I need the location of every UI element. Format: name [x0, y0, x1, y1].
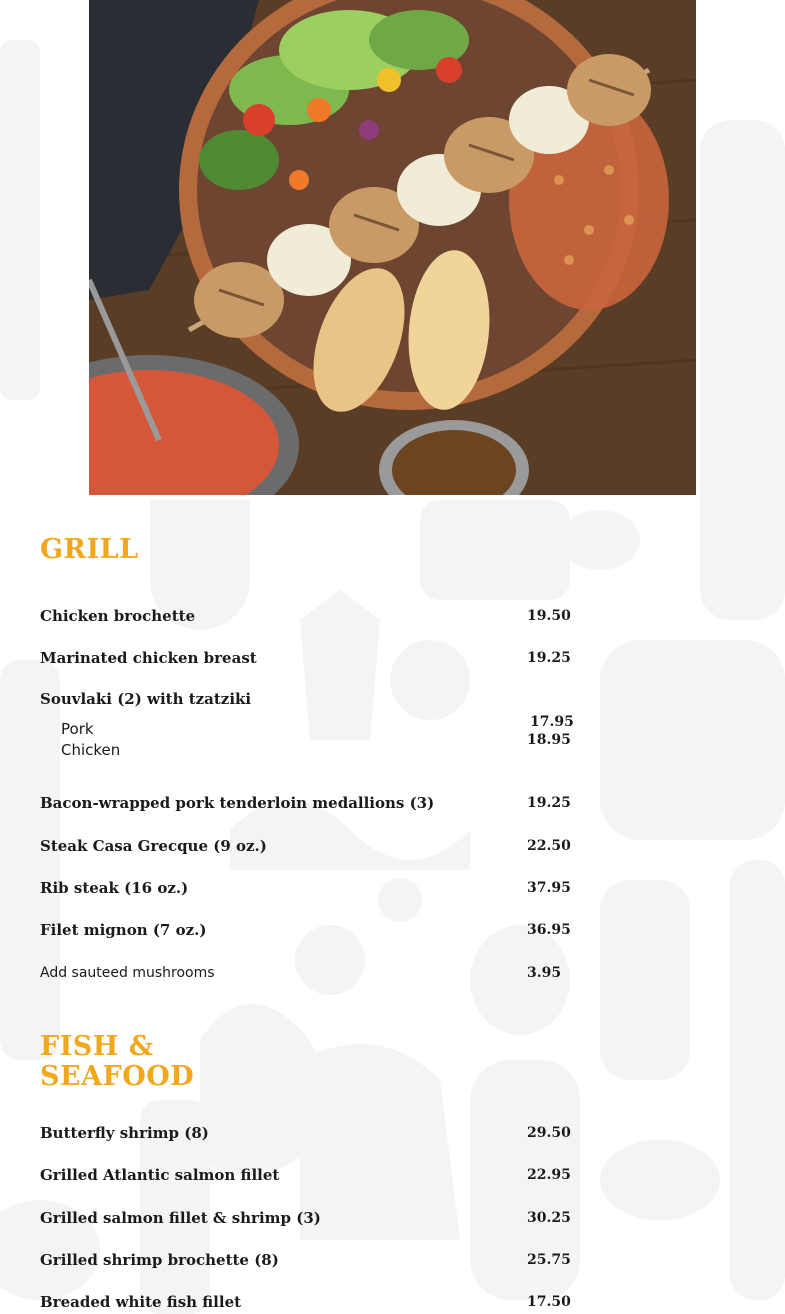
item-option-name: Chicken: [61, 741, 121, 759]
item-price: 36.95: [527, 922, 571, 938]
item-option-name: Pork: [61, 720, 94, 738]
menu-item: [40, 1165, 600, 1185]
item-name: Grilled salmon fillet & shrimp (3): [40, 1209, 321, 1227]
menu-item: [40, 606, 600, 626]
item-price: 29.50: [527, 1125, 571, 1141]
menu-item: [40, 1208, 600, 1228]
hero-food-photo: [89, 0, 696, 495]
menu-item: [40, 1250, 600, 1270]
section-title-line: SEAFOOD: [40, 1061, 195, 1092]
item-price: 22.95: [527, 1167, 571, 1183]
menu-item: [40, 836, 600, 856]
menu-item: [40, 648, 600, 668]
item-price: 3.95: [527, 965, 562, 981]
item-name: Add sauteed mushrooms: [40, 965, 215, 981]
menu-item: [40, 878, 600, 898]
item-name: Rib steak (16 oz.): [40, 879, 189, 897]
item-price: 17.50: [527, 1294, 571, 1310]
item-name: Souvlaki (2) with tzatziki: [40, 690, 252, 708]
item-name: Chicken brochette: [40, 607, 196, 625]
section-title-line: FISH &: [40, 1031, 154, 1062]
item-name: Bacon-wrapped pork tenderloin medallions (3): [40, 794, 435, 812]
item-price: 37.95: [527, 880, 571, 896]
item-price: 19.50: [527, 608, 571, 624]
item-name: Breaded white fish fillet: [40, 1293, 242, 1311]
menu-item: [40, 1123, 600, 1143]
section-title-fish-seafood: [40, 1032, 194, 1092]
item-price: 22.50: [527, 838, 571, 854]
menu-item: [40, 963, 600, 983]
item-price: 25.75: [527, 1252, 571, 1268]
item-price: 30.25: [527, 1210, 571, 1226]
menu-item: [40, 793, 600, 813]
item-option-price: 18.95: [527, 732, 571, 748]
item-name: Grilled Atlantic salmon fillet: [40, 1166, 280, 1184]
item-name: Butterfly shrimp (8): [40, 1124, 209, 1142]
item-option-price: 17.95: [530, 714, 574, 730]
item-price: 19.25: [527, 795, 571, 811]
item-name: Filet mignon (7 oz.): [40, 921, 207, 939]
item-name: Grilled shrimp brochette (8): [40, 1251, 279, 1269]
item-name: Steak Casa Grecque (9 oz.): [40, 837, 267, 855]
menu-item: [40, 1292, 600, 1312]
menu-item: [40, 689, 600, 709]
item-price: 19.25: [527, 650, 571, 666]
item-name: Marinated chicken breast: [40, 649, 257, 667]
section-title-grill: GRILL: [40, 534, 139, 565]
menu-item: [40, 920, 600, 940]
